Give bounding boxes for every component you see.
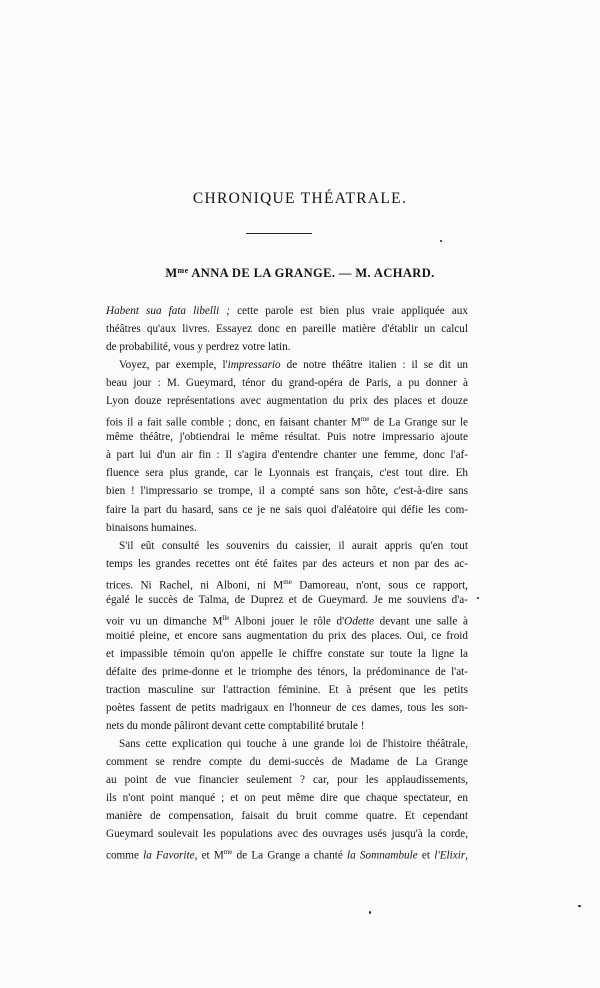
text-line: Gueymard soulevait les populations avec des ouvrages usés jusqu'à la corde, bbox=[106, 828, 468, 841]
text-line: défaite des prime-donne et le triomphe des ténors, la prédominance de l'at- bbox=[106, 665, 468, 678]
text-line: de probabilité, vous y perdrez votre latin. bbox=[106, 341, 291, 354]
text-line: fluence sera plus grande, car le Lyonnais est français, c'est tout dire. Eh bbox=[106, 467, 468, 480]
text-line: S'il eût consulté les souvenirs du caissier, il aurait appris qu'en tout bbox=[119, 539, 468, 552]
text-line: trices. Ni Rachel, ni Alboni, ni $M^{me}$ Damoreau, n'ont, sous ce rapport, bbox=[106, 577, 468, 591]
title-divider bbox=[246, 233, 312, 234]
latin-quote: Habent sua fata libelli ; bbox=[106, 305, 230, 317]
ink-speck bbox=[477, 597, 479, 599]
text-line: nets du monde pâliront devant cette comptabilité brutale ! bbox=[106, 720, 365, 733]
text-line: moitié pleine, et encore sans augmentation du prix des places. Oui, ce froid bbox=[106, 629, 468, 642]
text-line: comment se rendre compte du demi-succès de Madame de La Grange bbox=[106, 756, 468, 769]
text-line: comme la Favorite, et $M^{me}$ de La Grange a chanté la Somnambule et l'Elixir, bbox=[106, 848, 468, 862]
text-line: traction masculine sur l'attraction féminine. Et à présent que les petits bbox=[106, 683, 468, 696]
text-line: même théâtre, j'obtiendrai le même résultat. Puis notre impressario ajoute bbox=[106, 431, 468, 444]
text-line: et impassible témoin qu'on appelle le chiffre constate sur toute la ligne la bbox=[106, 647, 468, 660]
ink-speck bbox=[440, 240, 442, 242]
text-line: beau jour : M. Gueymard, ténor du grand-opéra de Paris, a pu donner à bbox=[106, 377, 468, 390]
text-line: Lyon douze représentations avec augmentation du prix des places et douze bbox=[106, 395, 468, 408]
ink-speck bbox=[369, 911, 371, 914]
text-line: manière de compensation, faisait du bruit comme quatre. Et cependant bbox=[106, 810, 468, 823]
text-line: égalé le succès de Talma, de Duprez et de Gueymard. Je me souviens d'a- bbox=[106, 593, 468, 606]
article-body bbox=[106, 302, 468, 861]
page-title: CHRONIQUE THÉATRALE. bbox=[192, 190, 408, 207]
text-line: ils n'ont point manqué ; et on peut même dire que chaque spectateur, en bbox=[106, 792, 468, 805]
text-line: à part lui d'un air fin : Il s'agira d'entendre chanter une femme, donc l'af- bbox=[106, 449, 468, 462]
subtitle-honorific: me bbox=[177, 266, 189, 275]
text-line: fois il a fait salle comble ; donc, en faisant chanter $M^{me}$ de La Grange sur le bbox=[106, 415, 468, 429]
text-line: voir vu un dimanche $M^{lle}$ Alboni jouer le rôle d'Odette devant une salle à bbox=[106, 613, 468, 627]
text-line: temps les grandes recettes ont été faites par des acteurs et non par des ac- bbox=[106, 557, 468, 570]
ink-speck bbox=[578, 905, 581, 907]
article-subtitle bbox=[0, 266, 600, 281]
subtitle-initial: M bbox=[165, 266, 178, 280]
text-line: bien ! l'impressario se trompe, il a compté sans son hôte, c'est-à-dire sans bbox=[106, 485, 468, 498]
text-line: poètes fassent de petits madrigaux en l'honneur de ces dames, tous les son- bbox=[106, 702, 468, 715]
text-line: Sans cette explication qui touche à une grande loi de l'histoire théâtrale, bbox=[119, 738, 468, 751]
text-line: faire la part du hasard, sans ce je ne sais quoi d'aléatoire qui défie les com- bbox=[106, 503, 468, 516]
text-line: Voyez, par exemple, l'impressario de notre théâtre italien : il se dit un bbox=[119, 359, 468, 372]
text-line: Habent sua fata libelli ; cette parole est bien plus vraie appliquée aux bbox=[106, 305, 468, 317]
text-line: binaisons humaines. bbox=[106, 521, 197, 534]
text-line: au point de vue financier seulement ? car, pour les applaudissements, bbox=[106, 774, 468, 787]
text-line: théâtres qu'aux livres. Essayez donc en pareille matière d'établir un calcul bbox=[106, 323, 468, 336]
subtitle-text: ANNA DE LA GRANGE. — M. ACHARD. bbox=[188, 266, 435, 280]
